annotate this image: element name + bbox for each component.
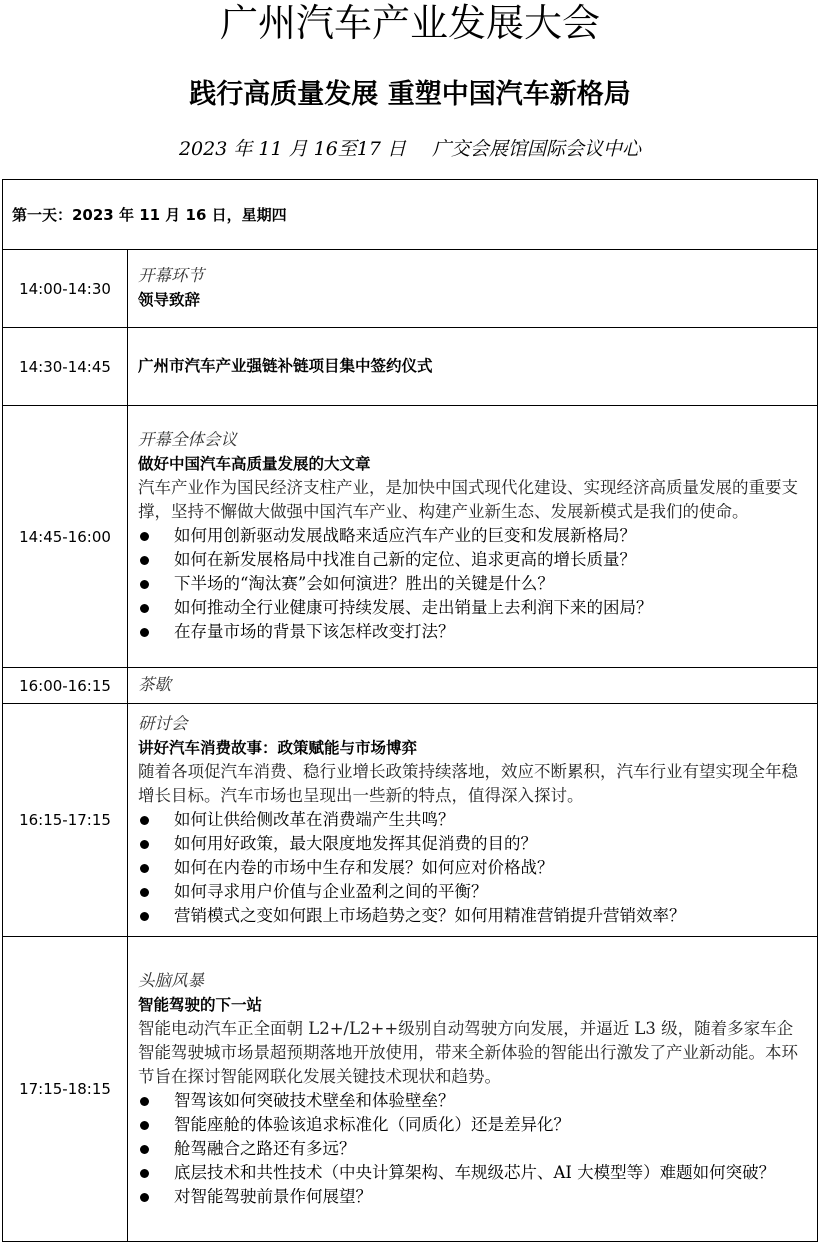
question-item: 对智能驾驶前景作何展望？	[138, 1185, 809, 1209]
question-item: 营销模式之变如何跟上市场趋势之变？如何用精准营销提升营销效率？	[138, 904, 809, 928]
event-venue: 广交会展馆国际会议中心	[432, 138, 642, 160]
question-item: 如何让供给侧改革在消费端产生共鸣？	[138, 808, 809, 832]
question-item: 如何在新发展格局中找准自己新的定位、追求更高的增长质量？	[138, 548, 809, 572]
event-subtitle: 践行高质量发展 重塑中国汽车新格局	[189, 79, 631, 110]
session-time: 14:45-16:00	[3, 406, 128, 668]
question-item: 智驾该如何突破技术壁垒和体验壁垒？	[138, 1089, 809, 1113]
question-item: 在存量市场的背景下该怎样改变打法？	[138, 620, 809, 644]
session-heading: 智能驾驶的下一站	[138, 995, 263, 1014]
session-time: 16:15-17:15	[3, 704, 128, 937]
session-heading: 讲好汽车消费故事：政策赋能与市场博弈	[138, 738, 418, 757]
session-content	[128, 668, 818, 704]
session-heading: 领导致辞	[138, 291, 201, 309]
agenda-table	[2, 179, 818, 1242]
day-label: 第一天：2023 年 11 月 16 日，星期四	[3, 180, 818, 250]
session-category: 茶歇	[138, 675, 171, 694]
agenda-row	[3, 704, 818, 937]
session-content	[128, 704, 818, 937]
event-title: 广州汽车产业发展大会	[219, 1, 600, 45]
session-content	[128, 937, 818, 1242]
session-description: 随着各项促汽车消费、稳行业增长政策持续落地，效应不断累积，汽车行业有望实现全年稳增长目标。汽车市场也呈现出一些新的特点，值得深入探讨。	[138, 761, 798, 805]
session-category: 开幕全体会议	[138, 430, 237, 449]
session-category: 开幕环节	[138, 266, 204, 285]
question-item: 智能座舱的体验该追求标准化（同质化）还是差异化？	[138, 1113, 809, 1137]
event-date: 2023 年 11 月 16至17 日	[178, 138, 407, 160]
session-description: 汽车产业作为国民经济支柱产业，是加快中国式现代化建设、实现经济高质量发展的重要支撑，坚持不懈做大做强中国汽车产业、构建产业新生态、发展新模式是我们的使命。	[138, 478, 798, 521]
question-item: 如何推动全行业健康可持续发展、走出销量上去利润下来的困局？	[138, 596, 809, 620]
agenda-row	[3, 406, 818, 668]
session-content	[128, 250, 818, 328]
session-description: 智能电动汽车正全面朝 L2+/L2++级别自动驾驶方向发展，并逼近 L3 级，随着多家车企智能驾驶城市场景超预期落地开放使用，带来全新体验的智能出行激发了产业新动能。本环节旨在探讨智能网联化发展关键技术现状和趋势。	[138, 1018, 798, 1086]
session-heading: 广州市汽车产业强链补链项目集中签约仪式	[138, 357, 433, 375]
question-item: 底层技术和共性技术（中央计算架构、车规级芯片、AI 大模型等）难题如何突破？	[138, 1161, 809, 1185]
session-time: 17:15-18:15	[3, 937, 128, 1242]
session-category: 头脑风暴	[138, 970, 204, 990]
agenda-row	[3, 668, 818, 704]
question-item: 舱驾融合之路还有多远？	[138, 1137, 809, 1161]
agenda-row	[3, 937, 818, 1242]
event-dateline	[0, 136, 820, 162]
session-content	[128, 328, 818, 406]
question-item: 如何用好政策，最大限度地发挥其促消费的目的？	[138, 832, 809, 856]
question-list	[138, 524, 809, 644]
question-list	[138, 1089, 809, 1209]
session-content	[128, 406, 818, 668]
day-row	[3, 180, 818, 250]
question-item: 如何在内卷的市场中生存和发展？如何应对价格战？	[138, 856, 809, 880]
question-item: 如何寻求用户价值与企业盈利之间的平衡？	[138, 880, 809, 904]
session-category: 研讨会	[138, 713, 188, 733]
question-item: 下半场的“淘汰赛”会如何演进？胜出的关键是什么？	[138, 572, 809, 596]
question-item: 如何用创新驱动发展战略来适应汽车产业的巨变和发展新格局？	[138, 524, 809, 548]
agenda-row	[3, 328, 818, 406]
agenda-row	[3, 250, 818, 328]
question-list	[138, 808, 809, 928]
session-time: 16:00-16:15	[3, 668, 128, 704]
session-time: 14:30-14:45	[3, 328, 128, 406]
session-time: 14:00-14:30	[3, 250, 128, 328]
session-heading: 做好中国汽车高质量发展的大文章	[138, 455, 371, 473]
